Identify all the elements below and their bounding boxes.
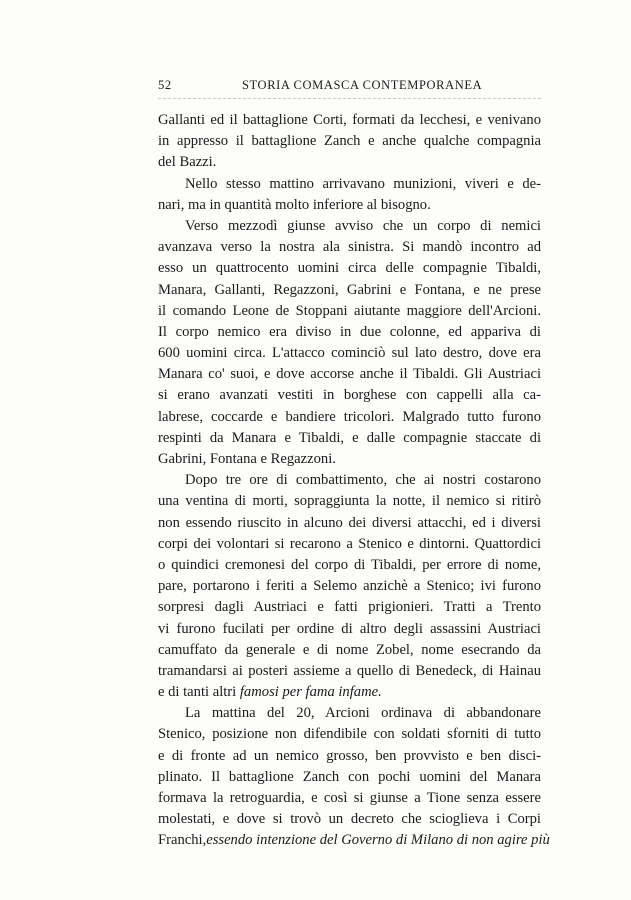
text-line: nari, ma in quantità molto inferiore al bisogno. [158,196,431,213]
text-line: Nello stesso mattino arrivavano munizioni, viveri e de- [185,175,541,192]
page-number: 52 [158,78,172,92]
text-line: Stenico, posizione non difendibile con soldati sforniti di tutto [158,726,541,743]
text-line-with-italic [158,682,541,703]
text-line: pare, portarono i feriti a Selemo anzichè a Stenico; ivi furono [158,578,541,595]
text-line: Dopo tre ore di combattimento, che ai nostri costarono [185,472,541,489]
text-line: corpi dei volontari si recarono a Stenico e dintorni. Quattordici [158,535,541,552]
running-title: STORIA COMASCA CONTEMPORANEA [242,78,483,92]
text-line: Verso mezzodì giunse avviso che un corpo di nemici [185,217,541,234]
text-line: non essendo riuscito in alcuno dei diversi attacchi, ed i diversi [158,514,541,531]
body-text [158,110,550,852]
text-line: La mattina del 20, Arcioni ordinava di abbandonare [185,705,541,722]
text-line: una ventina di morti, sopraggiunta la notte, il nemico si ritirò [158,493,541,510]
text-line: vi furono fucilati per ordine di altro degli assassini Austriaci [158,620,541,637]
text-line: Manara, Gallanti, Regazzoni, Gabrini e Fontana, e ne prese [158,281,541,298]
text-line: camuffato da generale e di nome Zobel, nome esecrando da [158,641,541,658]
text-segment: e di tanti altri [158,684,237,701]
text-line: formava la retroguardia, e così si giunse a Tione senza essere [158,790,541,806]
text-line: il comando Leone de Stoppani aiutante maggiore dell'Arcioni. [158,302,541,319]
text-line: plinato. Il battaglione Zanch con pochi uomini del Manara [158,768,541,785]
text-line: avanzava verso la nostra ala sinistra. Si mandò incontro ad [158,239,541,256]
text-line: Manara co' suoi, e dove accorse anche il Tibaldi. Gli Austriaci [158,366,541,383]
text-line: in appresso il battaglione Zanch e anche qualche compagnia [158,133,541,150]
text-line: esso un quattrocento uomini circa delle compagnie Tibaldi, [158,260,541,277]
italic-phrase: famosi per fama infame. [239,684,382,701]
text-line: e di fronte ad un nemico grosso, ben provvisto e ben disci- [158,747,541,764]
text-line: si erano avanzati vestiti in borghese con cappelli alla ca- [158,387,541,404]
text-line: labrese, coccarde e bandiere tricolori. Malgrado tutto furono [158,408,541,425]
text-line-with-italic [158,830,550,851]
text-line: molestati, e dove si trovò un decreto che scioglieva i Corpi [158,811,541,828]
text-line: Gallanti ed il battaglione Corti, formati da lecchesi, e venivano [158,112,541,128]
text-line: 600 uomini circa. L'attacco cominciò sul lato destro, dove era [158,345,541,362]
text-line: Il corpo nemico era diviso in due colonne, ed appariva di [158,323,541,340]
text-line: sorpresi dagli Austriaci e fatti prigionieri. Tratti a Trento [158,599,541,616]
page-header [158,78,540,94]
text-line: respinti da Manara e Tibaldi, e dalle compagnie staccate di [158,429,541,446]
text-line: del Bazzi. [158,154,217,171]
italic-phrase: essendo intenzione del Governo di Milano di non agire più [206,832,550,849]
text-line: tramandarsi ai posteri assieme a quello di Benedeck, di Hainau [158,662,541,679]
text-segment: Franchi, [158,832,207,849]
text-line: o quindici cremonesi del corpo di Tibaldi, per errore di nome, [158,556,541,573]
header-divider [158,98,541,99]
text-line: Gabrini, Fontana e Regazzoni. [158,451,336,467]
